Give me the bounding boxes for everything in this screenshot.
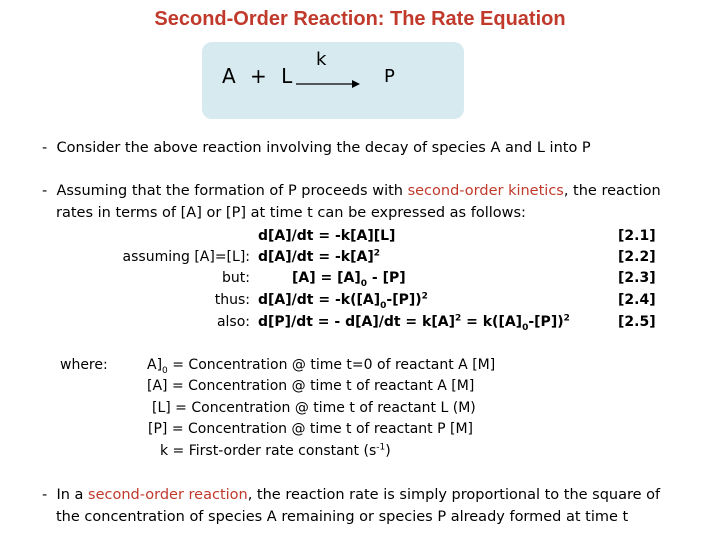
bullet-final-text-end: , the reaction rate is simply proportional to the square of: [247, 487, 661, 503]
eq-label-2: assuming [A]=[L]:: [122, 249, 250, 265]
equation-number-2-3: [2.3]: [618, 270, 656, 286]
equation-number-2-2: [2.2]: [618, 249, 656, 265]
page-title: Second-Order Reaction: The Rate Equation: [154, 8, 566, 30]
reactants: A + L: [222, 64, 297, 88]
bullet-consider: [42, 140, 591, 156]
eq-label-4: thus:: [214, 292, 250, 308]
product: P: [384, 66, 395, 87]
equation-number-2-1: [2.1]: [618, 228, 656, 244]
bullet-dash: -: [42, 487, 48, 503]
bullet-assuming-line2: rates in terms of [A] or [P] at time t can be expressed as follows:: [56, 205, 526, 221]
equation-number-2-5: [2.5]: [618, 314, 656, 330]
equation-2-1: d[A]/dt = -k[A][L]: [258, 228, 396, 244]
bullet-dash: -: [42, 183, 48, 199]
bullet-final-line2: the concentration of species A remaining or species P already formed at time t: [56, 509, 629, 525]
equation-2-2: $d[A]/dt = -k[A]^2$: [258, 248, 380, 265]
bullet-assuming: [42, 183, 661, 199]
definition-p: [P] = Concentration @ time t of reactant P [M]: [148, 421, 474, 437]
eq-label-3: but:: [222, 270, 250, 286]
equation-number-2-4: [2.4]: [618, 292, 656, 308]
bullet-final-text: In a: [56, 487, 89, 503]
definition-a: [A] = Concentration @ time t of reactant A [M]: [147, 378, 475, 394]
eq-label-5: also:: [216, 314, 250, 330]
bullet-dash: -: [42, 140, 48, 156]
where-label: where:: [60, 357, 108, 373]
equation-2-3: $[A] = [A]_0 - [P]$: [292, 270, 406, 289]
reaction-arrow-icon: [296, 79, 360, 89]
bullet-final: [42, 487, 660, 503]
highlight-second-order-reaction: second-order reaction: [88, 487, 248, 503]
definition-l: [L] = Concentration @ time t of reactant L (M): [152, 400, 476, 416]
highlight-second-order-kinetics: second-order kinetics: [407, 183, 564, 199]
bullet-assuming-text-end: , the reaction: [563, 183, 661, 199]
definition-k: k = First-order rate constant $(s^{-1})$: [160, 442, 391, 459]
definition-a0: $A]_0$ = Concentration @ time t=0 of reactant A [M]: [147, 357, 496, 376]
bullet-consider-text: Consider the above reaction involving the decay of species A and L into P: [56, 140, 591, 156]
equation-2-4: $d[A]/dt = -k([A]_0-[P])^2$: [258, 291, 428, 311]
equation-2-5: d[P]/dt = - $d[A]/dt = k[A]^2 = k([A]_0-[P])^2$: [258, 313, 570, 333]
bullet-assuming-text: Assuming that the formation of P proceeds with: [56, 183, 408, 199]
rate-constant-label: k: [316, 49, 327, 70]
